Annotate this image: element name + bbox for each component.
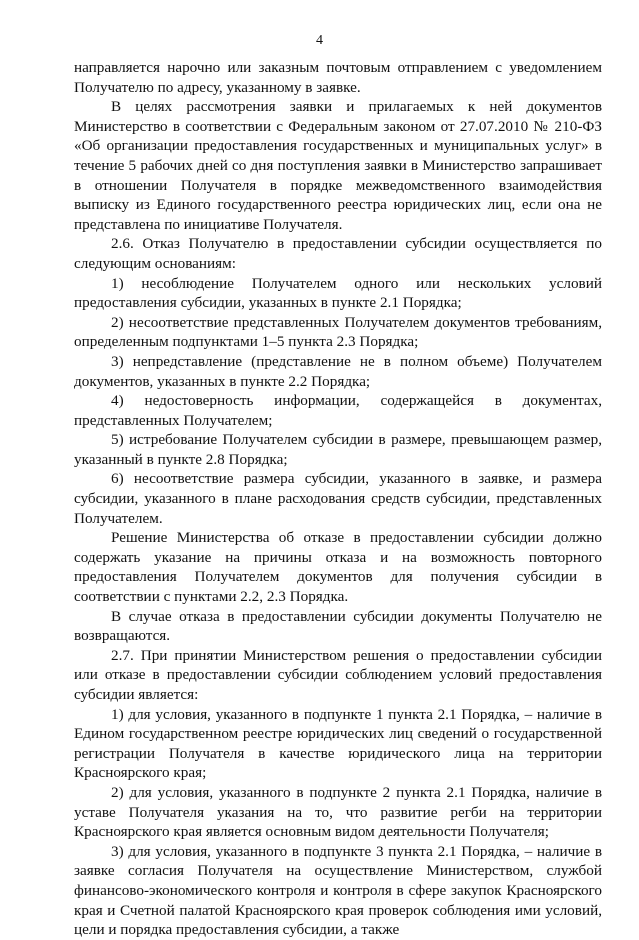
paragraph-5: 3) непредставление (представление не в полном объеме) Получателем документов, указанных в пункте 2.2 Порядка; xyxy=(74,352,602,390)
paragraph-14: 3) для условия, указанного в подпункте 3 пункта 2.1 Порядка, – наличие в заявке согласия Получателя на осуществление Министерством, службой финансово-экономического контроля и контроля в сфере закупок Красноярского края и Счетной палатой Красноярского края проверок соблюдения ими условий, цели и порядка предоставления субсидии, а также xyxy=(74,842,602,939)
paragraph-2: 2.6. Отказ Получателю в предоставлении субсидии осуществляется по следующим основаниям: xyxy=(74,235,602,272)
page-number: 4 xyxy=(316,33,323,48)
paragraph-10: В случае отказа в предоставлении субсидии документы Получателю не возвращаются. xyxy=(74,607,602,645)
paragraph-11: 2.7. При принятии Министерством решения о предоставлении субсидии или отказе в предоставлении субсидии соблюдением условий предоставления субсидии является: xyxy=(74,646,602,703)
paragraph-1: В целях рассмотрения заявки и прилагаемых к ней документов Министерство в соответствии с Федеральным законом от 27.07.2010 № 210-ФЗ «Об организации предоставления государственных и муниципальных услуг» в течение 5 рабочих дней со дня поступления заявки в Министерство запрашивает в отношении Получателя в порядке межведомственного взаимодействия выписку из Единого государственного реестра юридических лиц, если она не представлена по инициативе Получателя. xyxy=(74,98,602,233)
document-body xyxy=(74,58,602,940)
paragraph-0: направляется нарочно или заказным почтовым отправлением с уведомлением Получателю по адресу, указанному в заявке. xyxy=(74,59,602,96)
paragraph-12: 1) для условия, указанного в подпункте 1 пункта 2.1 Порядка, – наличие в Едином государственном реестре юридических лиц сведений о государственной регистрации Получателя в качестве юридического лица на территории Красноярского края; xyxy=(74,705,602,782)
paragraph-7: 5) истребование Получателем субсидии в размере, превышающем размер, указанный в пункте 2.8 Порядка; xyxy=(74,431,602,468)
paragraph-8: 6) несоответствие размера субсидии, указанного в заявке, и размера субсидии, указанного в плане расходования средств субсидии, представленных Получателем. xyxy=(74,470,602,527)
paragraph-3: 1) несоблюдение Получателем одного или нескольких условий предоставления субсидии, указанных в пункте 2.1 Порядка; xyxy=(74,274,602,312)
paragraph-9: Решение Министерства об отказе в предоставлении субсидии должно содержать указание на причины отказа и на возможность повторного предоставления Получателем документов для получения субсидии в соответствии с пунктами 2.2, 2.3 Порядка. xyxy=(74,529,602,606)
paragraph-6: 4) недостоверность информации, содержащейся в документах, представленных Получателем; xyxy=(74,392,602,429)
paragraph-13: 2) для условия, указанного в подпункте 2 пункта 2.1 Порядка, наличие в уставе Получателя указания на то, что развитие регби на территории Красноярского края является основным видом деятельности Получателя; xyxy=(74,783,602,841)
paragraph-4: 2) несоответствие представленных Получателем документов требованиям, определенным подпунктами 1–5 пункта 2.3 Порядка; xyxy=(74,313,602,351)
